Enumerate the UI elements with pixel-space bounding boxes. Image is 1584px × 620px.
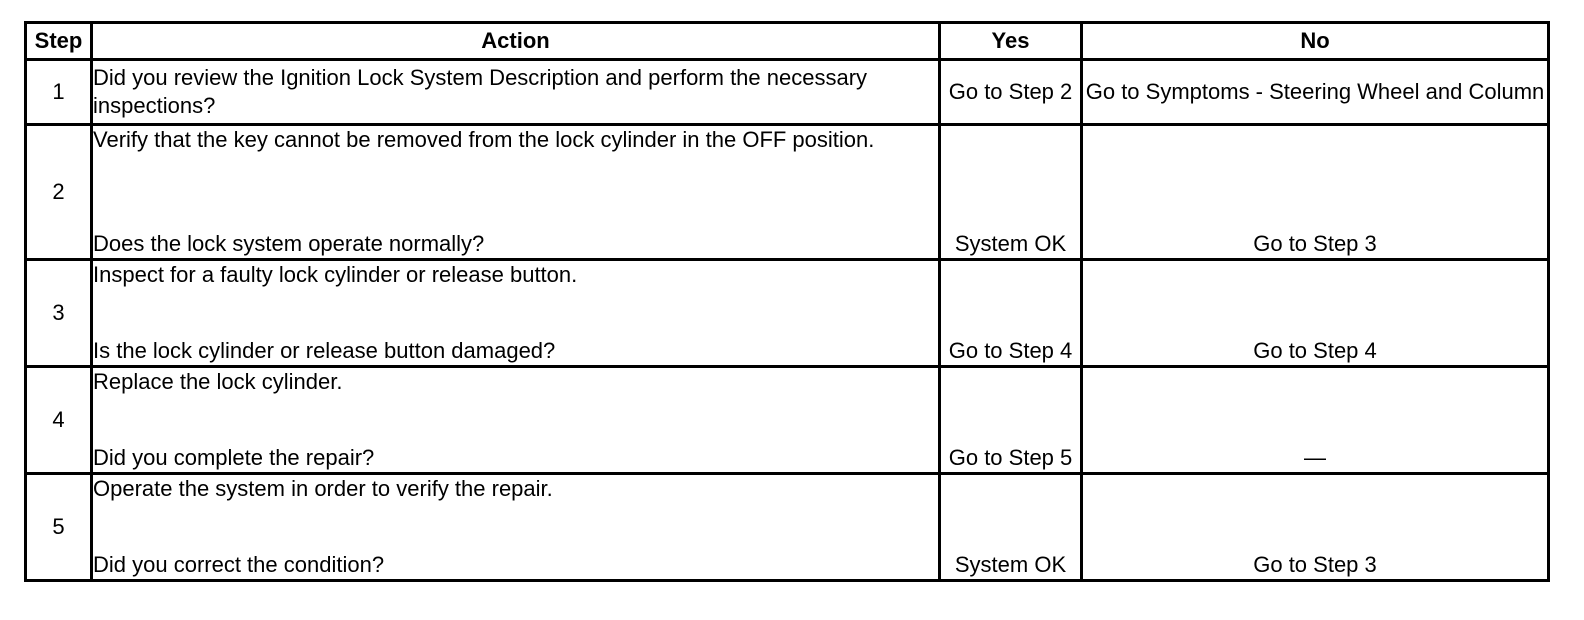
action-cell bbox=[92, 125, 940, 260]
step-number: 1 bbox=[26, 60, 92, 125]
yes-cell bbox=[940, 367, 1082, 474]
diagnostic-table bbox=[24, 21, 1550, 582]
action-instruction: Operate the system in order to verify the repair. bbox=[93, 476, 553, 501]
no-result: Go to Step 3 bbox=[1253, 231, 1377, 256]
yes-result: System OK bbox=[954, 231, 1067, 256]
table-row bbox=[26, 367, 1549, 474]
table-row bbox=[26, 60, 1549, 125]
header-yes: Yes bbox=[940, 23, 1082, 60]
action-question: Does the lock system operate normally? bbox=[93, 231, 485, 256]
table-row bbox=[26, 125, 1549, 260]
no-result: Go to Step 3 bbox=[1253, 552, 1377, 577]
no-cell bbox=[1082, 367, 1549, 474]
action-question: Did you complete the repair? bbox=[93, 445, 375, 470]
yes-cell bbox=[940, 125, 1082, 260]
step-number: 3 bbox=[26, 260, 92, 367]
no-cell bbox=[1082, 260, 1549, 367]
yes-result: System OK bbox=[954, 552, 1067, 577]
yes-cell bbox=[940, 260, 1082, 367]
no-result: Go to Symptoms - Steering Wheel and Column bbox=[1082, 60, 1549, 125]
step-number: 5 bbox=[26, 474, 92, 581]
action-question: Is the lock cylinder or release button damaged? bbox=[93, 338, 556, 363]
step-number: 2 bbox=[26, 125, 92, 260]
action-text: Did you review the Ignition Lock System Description and perform the necessary inspections? bbox=[92, 60, 940, 125]
no-cell bbox=[1082, 125, 1549, 260]
step-number: 4 bbox=[26, 367, 92, 474]
no-cell bbox=[1082, 474, 1549, 581]
action-instruction: Verify that the key cannot be removed from the lock cylinder in the OFF position. bbox=[93, 127, 875, 152]
action-cell bbox=[92, 474, 940, 581]
yes-result: Go to Step 2 bbox=[940, 60, 1082, 125]
table-row bbox=[26, 474, 1549, 581]
action-instruction: Replace the lock cylinder. bbox=[93, 369, 343, 394]
no-result: — bbox=[1304, 445, 1326, 470]
no-result: Go to Step 4 bbox=[1253, 338, 1377, 363]
yes-cell bbox=[940, 474, 1082, 581]
header-no: No bbox=[1082, 23, 1549, 60]
yes-result: Go to Step 4 bbox=[948, 338, 1073, 363]
header-step: Step bbox=[26, 23, 92, 60]
action-instruction: Inspect for a faulty lock cylinder or release button. bbox=[93, 262, 578, 287]
header-action: Action bbox=[92, 23, 940, 60]
action-cell bbox=[92, 367, 940, 474]
yes-result: Go to Step 5 bbox=[948, 445, 1073, 470]
table-row bbox=[26, 260, 1549, 367]
action-cell bbox=[92, 260, 940, 367]
header-row bbox=[26, 23, 1549, 60]
action-question: Did you correct the condition? bbox=[93, 552, 385, 577]
